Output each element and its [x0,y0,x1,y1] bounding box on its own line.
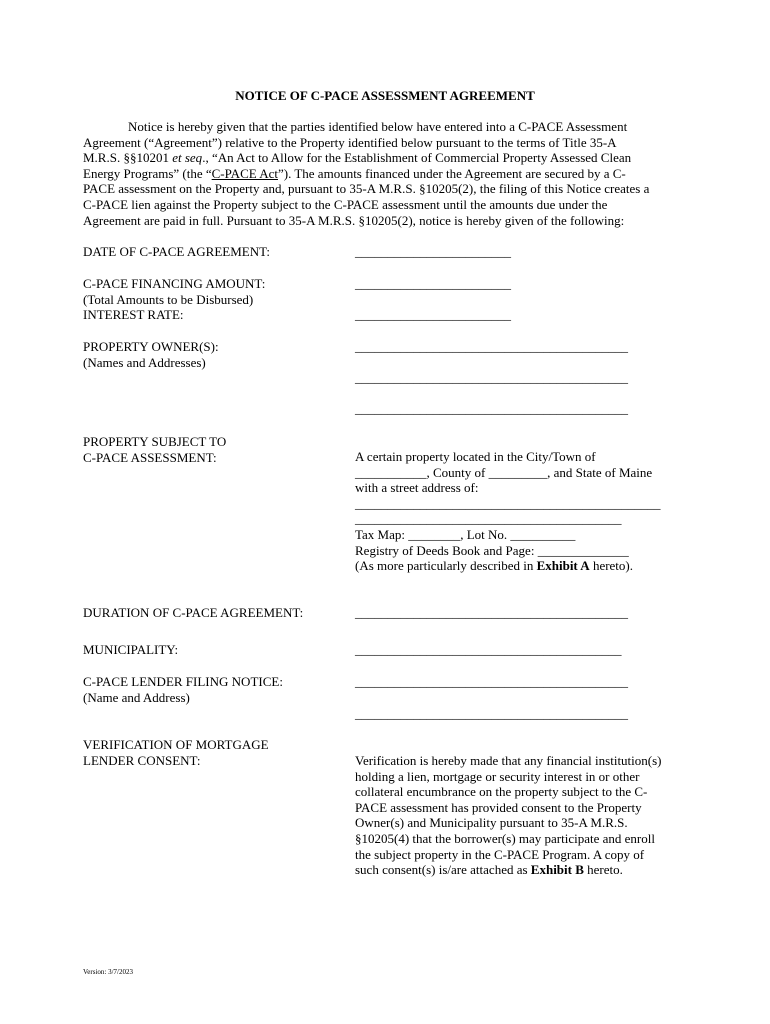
property-label [83,434,226,465]
registry-line[interactable]: Registry of Deeds Book and Page: ______________ [355,542,629,558]
owner-label [83,339,219,370]
lender-label [83,674,283,705]
interest-label: INTEREST RATE: [83,307,184,322]
verification-label-text: LENDER CONSENT: [83,752,201,768]
intro-line [83,150,695,166]
owner-sublabel: (Names and Addresses) [83,354,206,370]
verification-line: collateral encumbrance on the property subject to the C- [355,784,648,800]
intro-line: Agreement (“Agreement”) relative to the Property identified below pursuant to the terms of Title 35-A [83,134,617,150]
intro-text: M.R.S. §§10201 [83,150,173,166]
financing-field[interactable]: ________________________ [355,276,511,291]
duration-field[interactable]: __________________________________________ [355,605,628,620]
date-field[interactable]: ________________________ [355,244,511,259]
c-pace-act-term: C-PACE Act [211,165,278,181]
version-footer: Version: 3/7/2023 [83,968,133,976]
intro-line [83,166,695,182]
verification-line: PACE assessment has provided consent to the Property [355,799,642,815]
owner-field-3[interactable]: __________________________________________ [355,401,628,416]
lender-field-1[interactable]: __________________________________________ [355,674,628,689]
municipality-field[interactable]: _________________________________________ [355,642,622,657]
property-description [355,449,661,574]
verification-text-part: hereto. [583,862,623,878]
intro-paragraph [83,119,695,228]
exhibit-b-ref: Exhibit B [530,862,584,878]
verification-label-text: VERIFICATION OF MORTGAGE [83,737,269,752]
verification-line: the subject property in the C-PACE Program. A copy of [355,846,645,862]
lender-sublabel: (Name and Address) [83,689,190,705]
intro-line: Notice is hereby given that the parties identified below have entered into a C-PACE Assessment [128,119,628,134]
intro-italic: et seq [172,150,203,166]
lender-label-text: C-PACE LENDER FILING NOTICE: [83,674,283,689]
date-label: DATE OF C-PACE AGREEMENT: [83,244,271,259]
duration-label: DURATION OF C-PACE AGREEMENT: [83,605,304,620]
tax-map-line[interactable]: Tax Map: ________, Lot No. __________ [355,526,576,542]
financing-sublabel: (Total Amounts to be Disbursed) [83,291,254,307]
exhibit-a-ref: Exhibit A [536,558,590,574]
financing-label [83,276,265,307]
financing-label-text: C-PACE FINANCING AMOUNT: [83,276,266,291]
intro-text: ”). The amounts financed under the Agreement are secured by a C- [277,165,626,181]
verification-line: §10205(4) that the borrower(s) may participate and enroll [355,830,655,846]
property-line: with a street address of: [355,480,479,496]
property-line[interactable]: ___________, County of _________, and State of Maine [355,464,653,480]
verification-line: holding a lien, mortgage or security interest in or other [355,768,640,784]
property-text: hereto). [589,558,633,574]
street-address-field[interactable]: _______________________________________________ [355,495,661,511]
property-label-text: C-PACE ASSESSMENT: [83,449,217,465]
intro-line: PACE assessment on the Property and, pursuant to 35-A M.R.S. §10205(2), the filing of this Notice creates a [83,181,650,197]
intro-text: Energy Programs” (the “ [83,165,212,181]
property-line: A certain property located in the City/Town of [355,449,596,464]
intro-line: C-PACE lien against the Property subject to the C-PACE assessment until the amounts due under the [83,196,608,212]
verification-line: Verification is hereby made that any financial institution(s) [355,753,662,768]
verification-text-part: such consent(s) is/are attached as [355,862,531,878]
property-label-text: PROPERTY SUBJECT TO [83,434,227,449]
verification-line: Owner(s) and Municipality pursuant to 35-A M.R.S. [355,815,628,831]
property-text: (As more particularly described in [355,558,537,574]
intro-text: ., “An Act to Allow for the Establishment of Commercial Property Assessed Clean [202,150,632,166]
owner-label-text: PROPERTY OWNER(S): [83,339,219,354]
owner-field-1[interactable]: __________________________________________ [355,339,628,354]
verification-line [355,862,662,878]
verification-label [83,737,269,768]
interest-field[interactable]: ________________________ [355,307,511,322]
document-title: NOTICE OF C-PACE ASSESSMENT AGREEMENT [235,88,535,103]
verification-text [355,753,662,878]
intro-line: Agreement are paid in full. Pursuant to 35-A M.R.S. §10205(2), notice is hereby given of the following: [83,212,625,228]
lender-field-2[interactable]: __________________________________________ [355,706,628,721]
owner-field-2[interactable]: __________________________________________ [355,370,628,385]
municipality-label: MUNICIPALITY: [83,642,179,657]
property-line [355,558,661,574]
street-address-field[interactable]: _________________________________________ [355,511,622,527]
